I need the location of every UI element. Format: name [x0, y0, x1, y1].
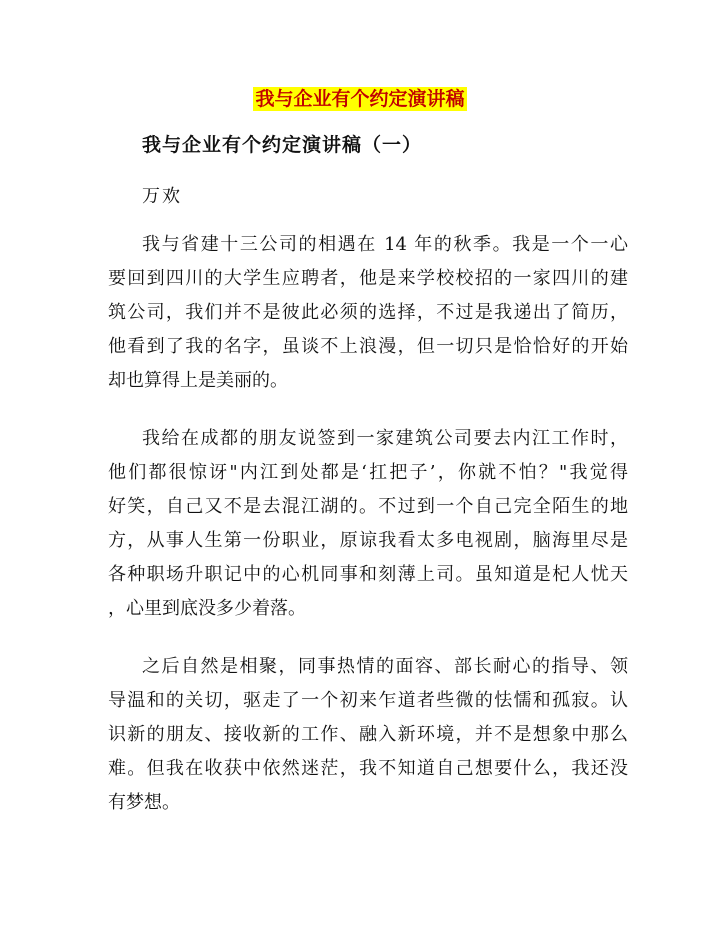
paragraph-line: 要回到四川的大学生应聘者，他是来学校校招的一家四川的建 [108, 268, 628, 289]
document-title [0, 86, 720, 112]
paragraph-line: 之后自然是相聚，同事热情的面容、部长耐心的指导、领 [142, 656, 628, 677]
paragraph-1 [108, 228, 628, 398]
paragraph-2 [108, 422, 628, 626]
paragraph-line: 好笑，自己又不是去混江湖的。不过到一个自己完全陌生的地 [108, 496, 628, 517]
paragraph-line: 我给在成都的朋友说签到一家建筑公司要去内江工作时， [142, 428, 628, 449]
paragraph-line: 各种职场升职记中的心机同事和刻薄上司。虽知道是杞人忧天 [108, 564, 628, 585]
document-title-text: 我与企业有个约定演讲稿 [255, 88, 465, 110]
paragraph-line: 识新的朋友、接收新的工作、融入新环境，并不是想象中那么 [108, 724, 628, 745]
author-name: 万欢 [142, 186, 182, 207]
paragraph-line: 难。但我在收获中依然迷茫，我不知道自己想要什么，我还没 [108, 758, 628, 779]
paragraph-3 [108, 650, 628, 820]
paragraph-line: 却也算得上是美丽的。 [108, 370, 288, 391]
paragraph-line: 他看到了我的名字，虽谈不上浪漫，但一切只是恰恰好的开始 [108, 336, 628, 357]
paragraph-line: 我与省建十三公司的相遇在 14 年的秋季。我是一个一心 [142, 234, 628, 255]
speech-subtitle: 我与企业有个约定演讲稿（一） [142, 134, 423, 156]
paragraph-line: 方，从事人生第一份职业，原谅我看太多电视剧，脑海里尽是 [108, 530, 628, 551]
paragraph-line: 导温和的关切，驱走了一个初来乍道者些微的怯懦和孤寂。认 [108, 690, 628, 711]
paragraph-line: ，心里到底没多少着落。 [108, 598, 306, 619]
paragraph-line: 筑公司，我们并不是彼此必须的选择，不过是我递出了简历， [108, 302, 628, 323]
paragraph-line: 有梦想。 [108, 792, 180, 813]
paragraph-line: 他们都很惊讶"内江到处都是‘扛把子’，你就不怕？"我觉得 [108, 462, 628, 483]
